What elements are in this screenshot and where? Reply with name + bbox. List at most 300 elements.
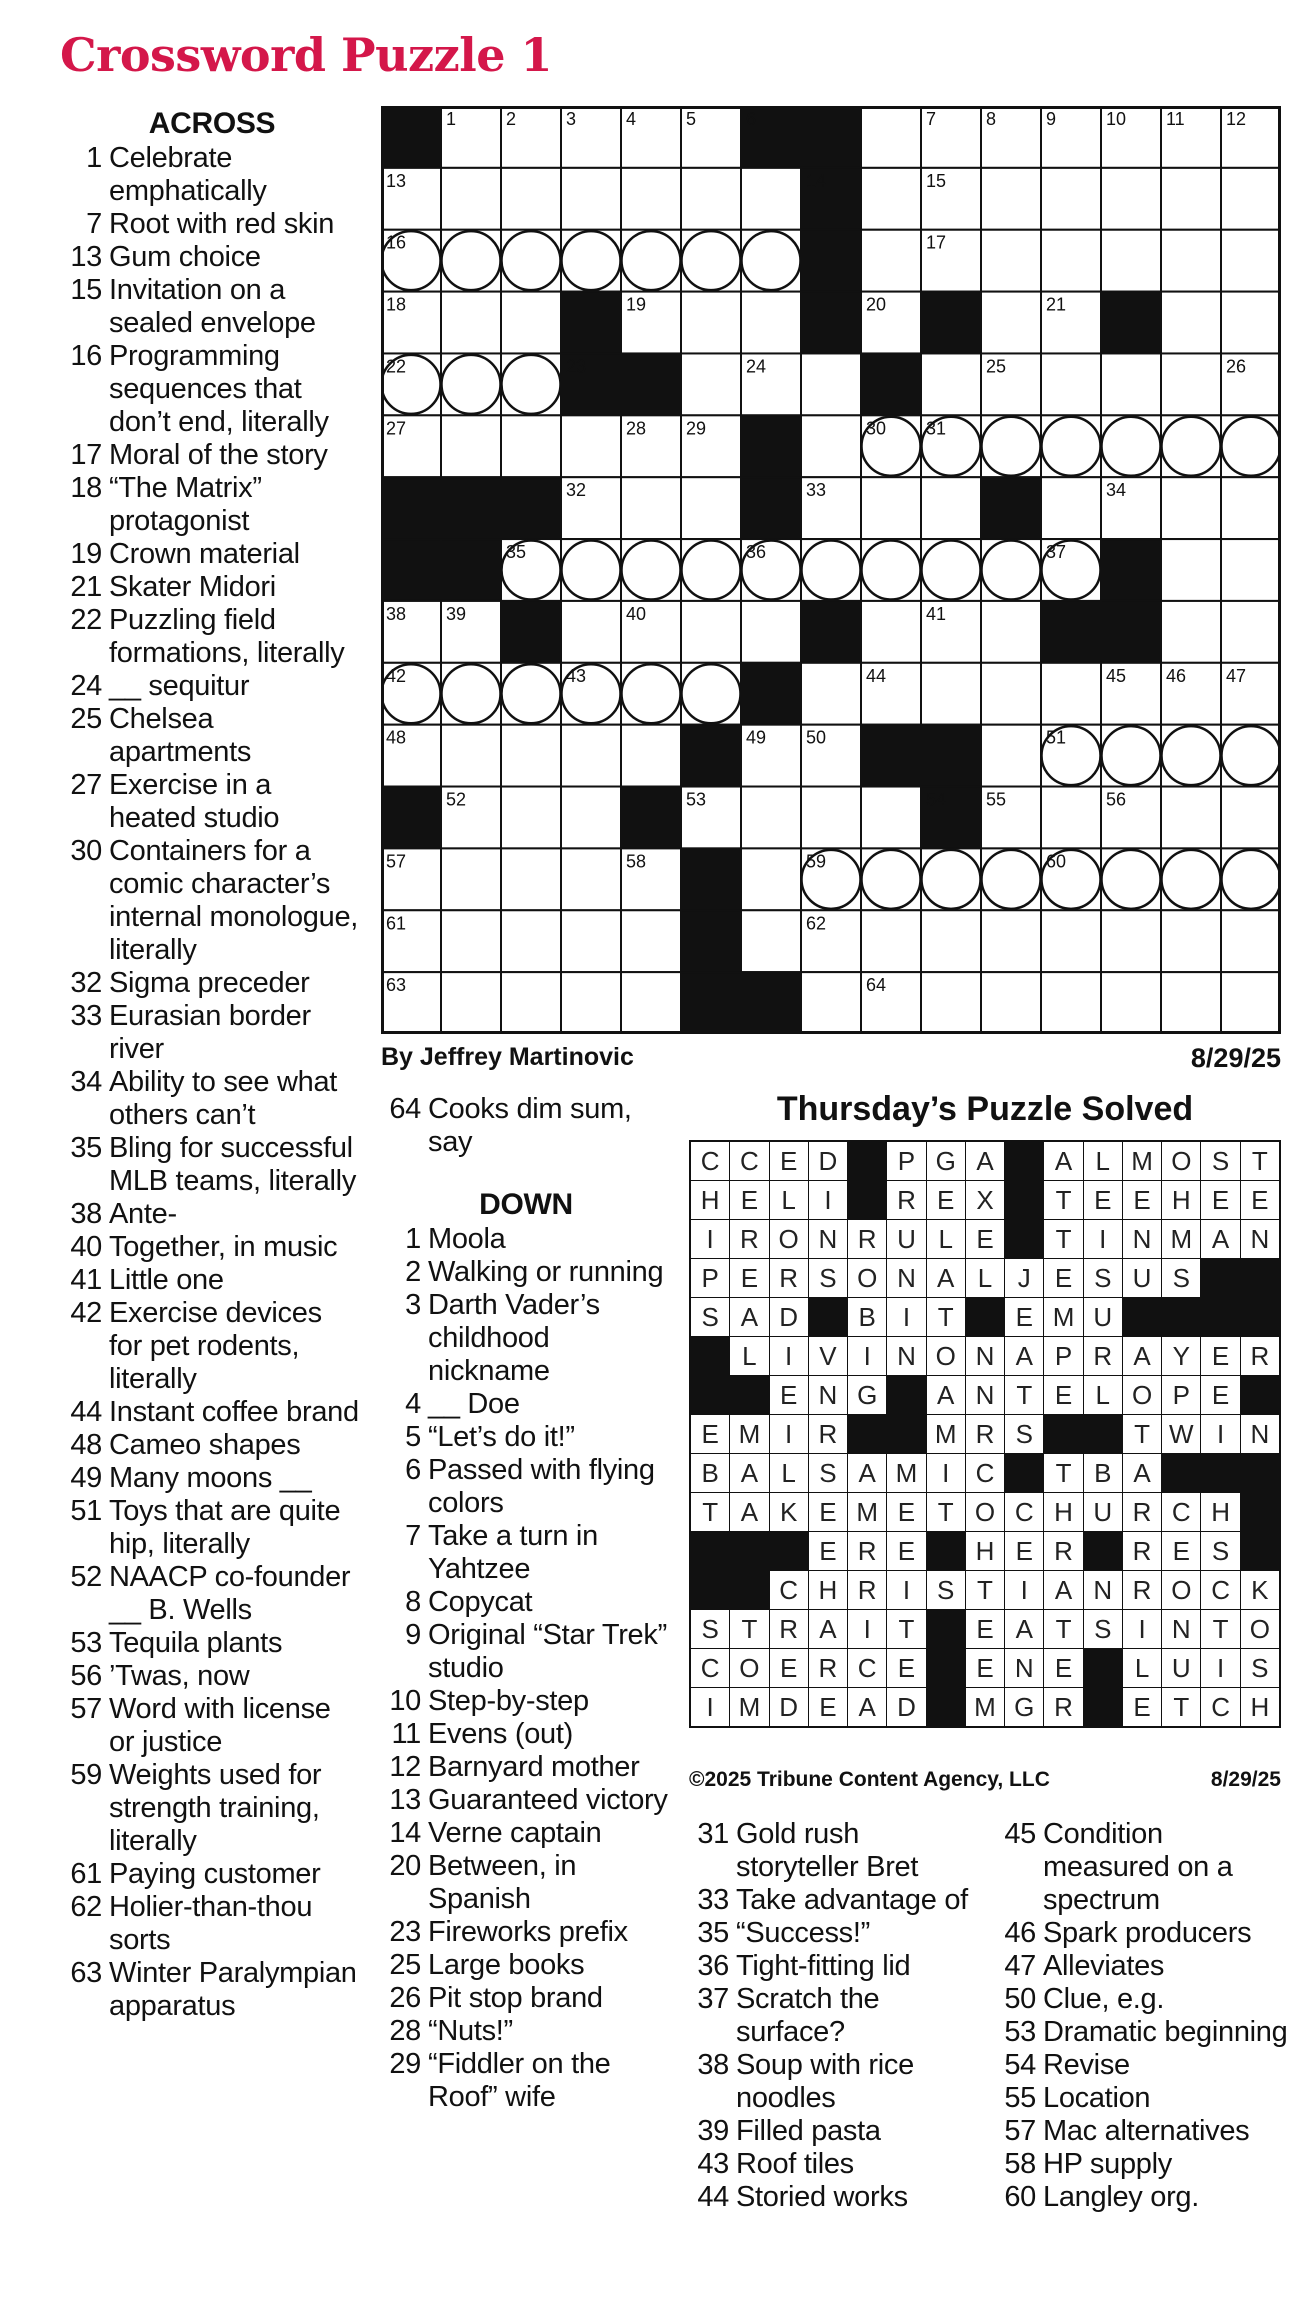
block-cell (921, 725, 981, 787)
grid-cell[interactable] (1101, 353, 1161, 415)
grid-cell[interactable] (621, 477, 681, 539)
across-clue-61[interactable] (62, 1858, 362, 1891)
grid-cell[interactable] (921, 663, 981, 725)
across-clue-40[interactable] (62, 1231, 362, 1264)
grid-cell[interactable] (561, 848, 621, 910)
grid-cell[interactable] (561, 415, 621, 477)
clue-number: 5 (405, 1421, 421, 1453)
cell-number: 52 (446, 789, 467, 810)
solved-block-cell (966, 1298, 1004, 1336)
down-clue-60[interactable] (996, 2181, 1296, 2214)
across-clue-44[interactable] (62, 1396, 362, 1429)
clue-text: Walking or running (428, 1256, 664, 1288)
grid-cell[interactable] (681, 601, 741, 663)
down-clue-23[interactable] (381, 1916, 671, 1949)
byline: By Jeffrey Martinovic (381, 1043, 634, 1071)
grid-cell[interactable] (981, 168, 1041, 230)
down-clue-39[interactable] (689, 2115, 989, 2148)
solved-letter-cell: L (730, 1337, 768, 1375)
solved-letter-cell: P (1162, 1376, 1200, 1414)
solved-letter-cell: O (730, 1649, 768, 1687)
across-clue-32[interactable] (62, 967, 362, 1000)
clue-number: 13 (389, 1784, 421, 1816)
solved-letter-cell: E (1044, 1376, 1082, 1414)
grid-cell[interactable] (501, 415, 561, 477)
down-clue-14[interactable] (381, 1817, 671, 1850)
down-clue-44[interactable] (689, 2181, 989, 2214)
solved-letter-cell: I (887, 1571, 925, 1609)
solved-block-cell (1241, 1493, 1279, 1531)
clue-number: 7 (86, 208, 102, 240)
clue-number: 28 (389, 2015, 421, 2047)
grid-cell[interactable] (861, 787, 921, 849)
grid-cell[interactable] (741, 787, 801, 849)
grid-cell[interactable] (441, 415, 501, 477)
cell-number: 13 (386, 170, 407, 191)
solved-letter-cell: N (1162, 1610, 1200, 1648)
clue-number: 25 (389, 1949, 421, 1981)
cell-number: 23 (566, 356, 587, 377)
cell-number: 44 (866, 665, 887, 686)
across-clue-17[interactable] (62, 439, 362, 472)
solved-letter-cell: T (1044, 1454, 1082, 1492)
grid-cell[interactable] (801, 415, 861, 477)
clue-text: Location (1043, 2082, 1151, 2114)
across-clue-18[interactable] (62, 472, 362, 538)
clue-text: Holier-than-thou sorts (109, 1891, 313, 1956)
solved-letter-cell: I (770, 1415, 808, 1453)
block-cell (381, 787, 441, 849)
grid-cell[interactable] (441, 168, 501, 230)
down-clue-1[interactable] (381, 1223, 671, 1256)
down-clue-37[interactable] (689, 1983, 989, 2049)
across-clue-7[interactable] (62, 208, 362, 241)
solved-letter-cell: M (927, 1415, 965, 1453)
across-clue-56[interactable] (62, 1660, 362, 1693)
across-clue-22[interactable] (62, 604, 362, 670)
across-clue-49[interactable] (62, 1462, 362, 1495)
grid-cell[interactable] (1101, 168, 1161, 230)
down-clue-35[interactable] (689, 1917, 989, 1950)
block-cell (381, 539, 441, 601)
grid-cell[interactable] (1161, 972, 1221, 1034)
grid-cell[interactable] (1161, 601, 1221, 663)
down-clue-47[interactable] (996, 1950, 1296, 1983)
block-cell (801, 292, 861, 354)
clue-text: Langley org. (1043, 2181, 1200, 2213)
solved-letter-cell: E (966, 1649, 1004, 1687)
across-clue-27[interactable] (62, 769, 362, 835)
solved-block-cell (1084, 1415, 1122, 1453)
solved-block-cell (848, 1415, 886, 1453)
clue-text: __ sequitur (109, 670, 250, 702)
solved-letter-cell: E (809, 1532, 847, 1570)
clue-text: HP supply (1043, 2148, 1172, 2180)
grid-cell[interactable] (1161, 910, 1221, 972)
solved-letter-cell: M (730, 1415, 768, 1453)
grid-cell[interactable] (681, 477, 741, 539)
grid-cell[interactable] (981, 910, 1041, 972)
grid-cell[interactable] (921, 972, 981, 1034)
down-clue-28[interactable] (381, 2015, 671, 2048)
across-clue-25[interactable] (62, 703, 362, 769)
grid-cell[interactable] (561, 910, 621, 972)
across-clue-59[interactable] (62, 1759, 362, 1858)
across-clue-41[interactable] (62, 1264, 362, 1297)
solved-letter-cell: P (1044, 1337, 1082, 1375)
grid-cell[interactable] (441, 848, 501, 910)
down-clue-55[interactable] (996, 2082, 1296, 2115)
grid-cell[interactable] (861, 910, 921, 972)
grid-cell[interactable] (861, 477, 921, 539)
cell-number: 34 (1106, 480, 1127, 501)
down-clue-43[interactable] (689, 2148, 989, 2181)
solved-block-cell (927, 1649, 965, 1687)
solved-letter-cell: A (1044, 1571, 1082, 1609)
down-clue-3[interactable] (381, 1289, 671, 1388)
clue-number: 44 (70, 1396, 102, 1428)
grid-cell[interactable] (561, 787, 621, 849)
block-cell (681, 972, 741, 1034)
grid-cell[interactable] (981, 601, 1041, 663)
grid-cell[interactable] (921, 477, 981, 539)
grid-cell[interactable] (921, 353, 981, 415)
middle-clue-column (381, 1093, 671, 2114)
grid-cell[interactable] (1041, 353, 1101, 415)
clue-text: Crown material (109, 538, 300, 570)
across-clue-38[interactable] (62, 1198, 362, 1231)
solved-block-cell (1241, 1532, 1279, 1570)
clue-number: 13 (70, 241, 102, 273)
across-clue-16[interactable] (62, 340, 362, 439)
cell-number: 41 (926, 603, 947, 624)
solved-letter-cell: L (770, 1454, 808, 1492)
block-cell (921, 292, 981, 354)
down-clue-46[interactable] (996, 1917, 1296, 1950)
down-clue-5[interactable] (381, 1421, 671, 1454)
grid-cell[interactable] (501, 292, 561, 354)
clue-number: 38 (70, 1198, 102, 1230)
grid-cell[interactable] (801, 353, 861, 415)
grid-cell[interactable] (561, 601, 621, 663)
across-clue-33[interactable] (62, 1000, 362, 1066)
down-clue-column-2 (689, 1818, 989, 2214)
cell-number: 62 (806, 913, 827, 934)
grid-cell[interactable] (1221, 230, 1281, 292)
down-clue-58[interactable] (996, 2148, 1296, 2181)
grid-cell[interactable] (561, 725, 621, 787)
clue-text: Moral of the story (109, 439, 328, 471)
across-clue-42[interactable] (62, 1297, 362, 1396)
solved-letter-cell: C (770, 1571, 808, 1609)
down-clue-33[interactable] (689, 1884, 989, 1917)
grid-cell[interactable] (1221, 292, 1281, 354)
grid-cell[interactable] (1221, 168, 1281, 230)
clue-text: Eurasian border river (109, 1000, 311, 1065)
grid-cell[interactable] (861, 230, 921, 292)
cell-number: 40 (626, 603, 647, 624)
grid-cell[interactable] (621, 725, 681, 787)
grid-cell[interactable] (501, 168, 561, 230)
grid-cell[interactable] (1161, 292, 1221, 354)
across-clue-24[interactable] (62, 670, 362, 703)
grid-cell[interactable] (1221, 787, 1281, 849)
solved-letter-cell: L (966, 1259, 1004, 1297)
down-clue-11[interactable] (381, 1718, 671, 1751)
grid-cell[interactable] (1101, 910, 1161, 972)
grid-cell[interactable] (861, 106, 921, 168)
down-clue-25[interactable] (381, 1949, 671, 1982)
solved-letter-cell: I (691, 1220, 729, 1258)
across-clue-51[interactable] (62, 1495, 362, 1561)
across-clue-21[interactable] (62, 571, 362, 604)
down-clue-54[interactable] (996, 2049, 1296, 2082)
across-clue-15[interactable] (62, 274, 362, 340)
solved-letter-cell: E (1241, 1181, 1279, 1219)
cell-number: 31 (926, 418, 947, 439)
down-clue-12[interactable] (381, 1751, 671, 1784)
solved-letter-cell: E (1123, 1181, 1161, 1219)
solved-letter-cell: E (730, 1259, 768, 1297)
across-clue-52[interactable] (62, 1561, 362, 1627)
solved-letter-cell: S (1201, 1142, 1239, 1180)
grid-cell[interactable] (621, 972, 681, 1034)
block-cell (381, 477, 441, 539)
crossword-grid[interactable] (381, 106, 1281, 1034)
clue-number: 46 (1004, 1917, 1036, 1949)
clue-text: Condition measured on a spectrum (1043, 1818, 1233, 1916)
solved-letter-cell: A (1123, 1454, 1161, 1492)
down-clue-10[interactable] (381, 1685, 671, 1718)
solved-letter-cell: T (927, 1493, 965, 1531)
clue-number: 53 (70, 1627, 102, 1659)
grid-cell[interactable] (741, 601, 801, 663)
grid-cell[interactable] (561, 972, 621, 1034)
across-clue-34[interactable] (62, 1066, 362, 1132)
down-clue-29[interactable] (381, 2048, 671, 2114)
grid-cell[interactable] (1221, 910, 1281, 972)
clue-number: 9 (405, 1619, 421, 1651)
solved-letter-cell: U (887, 1220, 925, 1258)
cell-number: 25 (986, 356, 1007, 377)
down-clue-45[interactable] (996, 1818, 1296, 1917)
block-cell (861, 725, 921, 787)
grid-cell[interactable] (981, 972, 1041, 1034)
clue-text: Clue, e.g. (1043, 1983, 1165, 2015)
grid-cell[interactable] (1101, 230, 1161, 292)
solved-letter-cell: I (1201, 1649, 1239, 1687)
grid-cell[interactable] (981, 292, 1041, 354)
cell-number: 1 (446, 109, 457, 129)
grid-cell[interactable] (1161, 230, 1221, 292)
clue-number: 25 (70, 703, 102, 735)
grid-cell[interactable] (741, 292, 801, 354)
clue-text: Instant coffee brand (109, 1396, 359, 1428)
grid-cell[interactable] (981, 725, 1041, 787)
cell-number: 14 (806, 170, 827, 191)
clue-text: Ante- (109, 1198, 177, 1230)
grid-cell[interactable] (561, 168, 621, 230)
grid-cell[interactable] (681, 353, 741, 415)
grid-cell[interactable] (1041, 230, 1101, 292)
down-clue-26[interactable] (381, 1982, 671, 2015)
grid-cell[interactable] (1161, 539, 1221, 601)
solved-letter-cell: M (1044, 1298, 1082, 1336)
grid-cell[interactable] (1161, 787, 1221, 849)
clue-number: 31 (697, 1818, 729, 1850)
clue-text: Exercise in a heated studio (109, 769, 280, 834)
cell-number: 63 (386, 975, 407, 996)
grid-cell[interactable] (1041, 910, 1101, 972)
block-cell (681, 848, 741, 910)
grid-cell[interactable] (801, 972, 861, 1034)
grid-cell[interactable] (1101, 972, 1161, 1034)
clue-number: 54 (1004, 2049, 1036, 2081)
grid-cell[interactable] (1161, 477, 1221, 539)
grid-cell[interactable] (1161, 353, 1221, 415)
clue-number: 51 (70, 1495, 102, 1527)
solved-letter-cell: T (1162, 1688, 1200, 1726)
clue-number: 57 (70, 1693, 102, 1725)
grid-cell[interactable] (741, 848, 801, 910)
solved-letter-cell: L (927, 1220, 965, 1258)
solved-letter-cell: M (848, 1493, 886, 1531)
grid-cell[interactable] (441, 972, 501, 1034)
down-clue-7[interactable] (381, 1520, 671, 1586)
across-clue-30[interactable] (62, 835, 362, 967)
grid-cell[interactable] (1221, 539, 1281, 601)
down-clue-38[interactable] (689, 2049, 989, 2115)
clue-number: 63 (70, 1957, 102, 1989)
solved-letter-cell: A (1201, 1220, 1239, 1258)
solved-letter-cell: R (1084, 1337, 1122, 1375)
grid-cell[interactable] (501, 725, 561, 787)
down-clue-list-1 (381, 1223, 671, 2114)
across-clue-62[interactable] (62, 1891, 362, 1957)
solved-letter-cell: C (1201, 1571, 1239, 1609)
grid-cell[interactable] (1221, 601, 1281, 663)
solved-block-cell (1005, 1142, 1043, 1180)
grid-cell[interactable] (621, 168, 681, 230)
down-clue-9[interactable] (381, 1619, 671, 1685)
across-clue-53[interactable] (62, 1627, 362, 1660)
cell-number: 54 (926, 789, 947, 810)
cell-number: 32 (566, 480, 587, 501)
grid-cell[interactable] (1221, 972, 1281, 1034)
grid-cell[interactable] (741, 168, 801, 230)
solved-puzzle-title: Thursday’s Puzzle Solved (776, 1090, 1194, 1128)
across-clue-19[interactable] (62, 538, 362, 571)
down-clue-57[interactable] (996, 2115, 1296, 2148)
across-clue-1[interactable] (62, 142, 362, 208)
across-clue-57[interactable] (62, 1693, 362, 1759)
grid-cell[interactable] (441, 292, 501, 354)
solved-letter-cell: E (887, 1532, 925, 1570)
solved-letter-cell: V (809, 1337, 847, 1375)
solved-letter-cell: R (1123, 1532, 1161, 1570)
solved-letter-cell: T (1044, 1181, 1082, 1219)
clue-text: Alleviates (1043, 1950, 1165, 1982)
grid-cell[interactable] (1041, 972, 1101, 1034)
down-clue-8[interactable] (381, 1586, 671, 1619)
cell-number: 45 (1106, 665, 1127, 686)
solved-letter-cell: A (809, 1610, 847, 1648)
clue-number: 61 (70, 1858, 102, 1890)
cell-number: 35 (506, 542, 527, 563)
clue-number: 27 (70, 769, 102, 801)
block-cell (981, 477, 1041, 539)
across-clue-48[interactable] (62, 1429, 362, 1462)
solved-letter-cell: I (848, 1337, 886, 1375)
clue-number: 41 (70, 1264, 102, 1296)
grid-cell[interactable] (1161, 168, 1221, 230)
grid-cell[interactable] (981, 230, 1041, 292)
clue-text: Scratch the surface? (736, 1983, 880, 2048)
across-clue-63[interactable] (62, 1957, 362, 2023)
grid-cell[interactable] (801, 787, 861, 849)
across-clue-13[interactable] (62, 241, 362, 274)
grid-cell[interactable] (1041, 787, 1101, 849)
down-clue-2[interactable] (381, 1256, 671, 1289)
block-cell (801, 601, 861, 663)
cell-number: 46 (1166, 665, 1187, 686)
down-clue-6[interactable] (381, 1454, 671, 1520)
down-clue-53[interactable] (996, 2016, 1296, 2049)
grid-cell[interactable] (501, 910, 561, 972)
clue-text: Together, in music (109, 1231, 338, 1263)
grid-cell[interactable] (801, 663, 861, 725)
grid-cell[interactable] (681, 292, 741, 354)
grid-cell[interactable] (1221, 477, 1281, 539)
down-clue-13[interactable] (381, 1784, 671, 1817)
clue-text: Ability to see what others can’t (109, 1066, 338, 1131)
down-clue-20[interactable] (381, 1850, 671, 1916)
down-clue-50[interactable] (996, 1983, 1296, 2016)
clue-text: Step-by-step (428, 1685, 589, 1717)
cell-number: 61 (386, 913, 407, 934)
grid-cell[interactable] (741, 910, 801, 972)
down-clue-4[interactable] (381, 1388, 671, 1421)
grid-cell[interactable] (441, 910, 501, 972)
across-clue-35[interactable] (62, 1132, 362, 1198)
clue-number: 40 (70, 1231, 102, 1263)
across-clue-list (62, 142, 362, 2023)
grid-cell[interactable] (501, 787, 561, 849)
grid-cell[interactable] (861, 168, 921, 230)
grid-cell[interactable] (621, 910, 681, 972)
down-clue-31[interactable] (689, 1818, 989, 1884)
down-clue-36[interactable] (689, 1950, 989, 1983)
grid-cell[interactable] (981, 663, 1041, 725)
solved-letter-cell: R (809, 1649, 847, 1687)
grid-cell[interactable] (441, 725, 501, 787)
grid-cell[interactable] (681, 168, 741, 230)
grid-cell[interactable] (861, 601, 921, 663)
block-cell (621, 353, 681, 415)
grid-cell[interactable] (501, 848, 561, 910)
grid-cell[interactable] (1041, 663, 1101, 725)
solved-letter-cell: U (1084, 1493, 1122, 1531)
solved-letter-cell: E (770, 1376, 808, 1414)
solved-letter-cell: K (770, 1493, 808, 1531)
grid-cell[interactable] (1041, 477, 1101, 539)
grid-cell[interactable] (501, 972, 561, 1034)
solved-letter-cell: L (770, 1181, 808, 1219)
across-clue-64[interactable] (381, 1093, 671, 1159)
cell-number: 64 (866, 975, 887, 996)
grid-cell[interactable] (921, 910, 981, 972)
grid-cell[interactable] (1041, 168, 1101, 230)
